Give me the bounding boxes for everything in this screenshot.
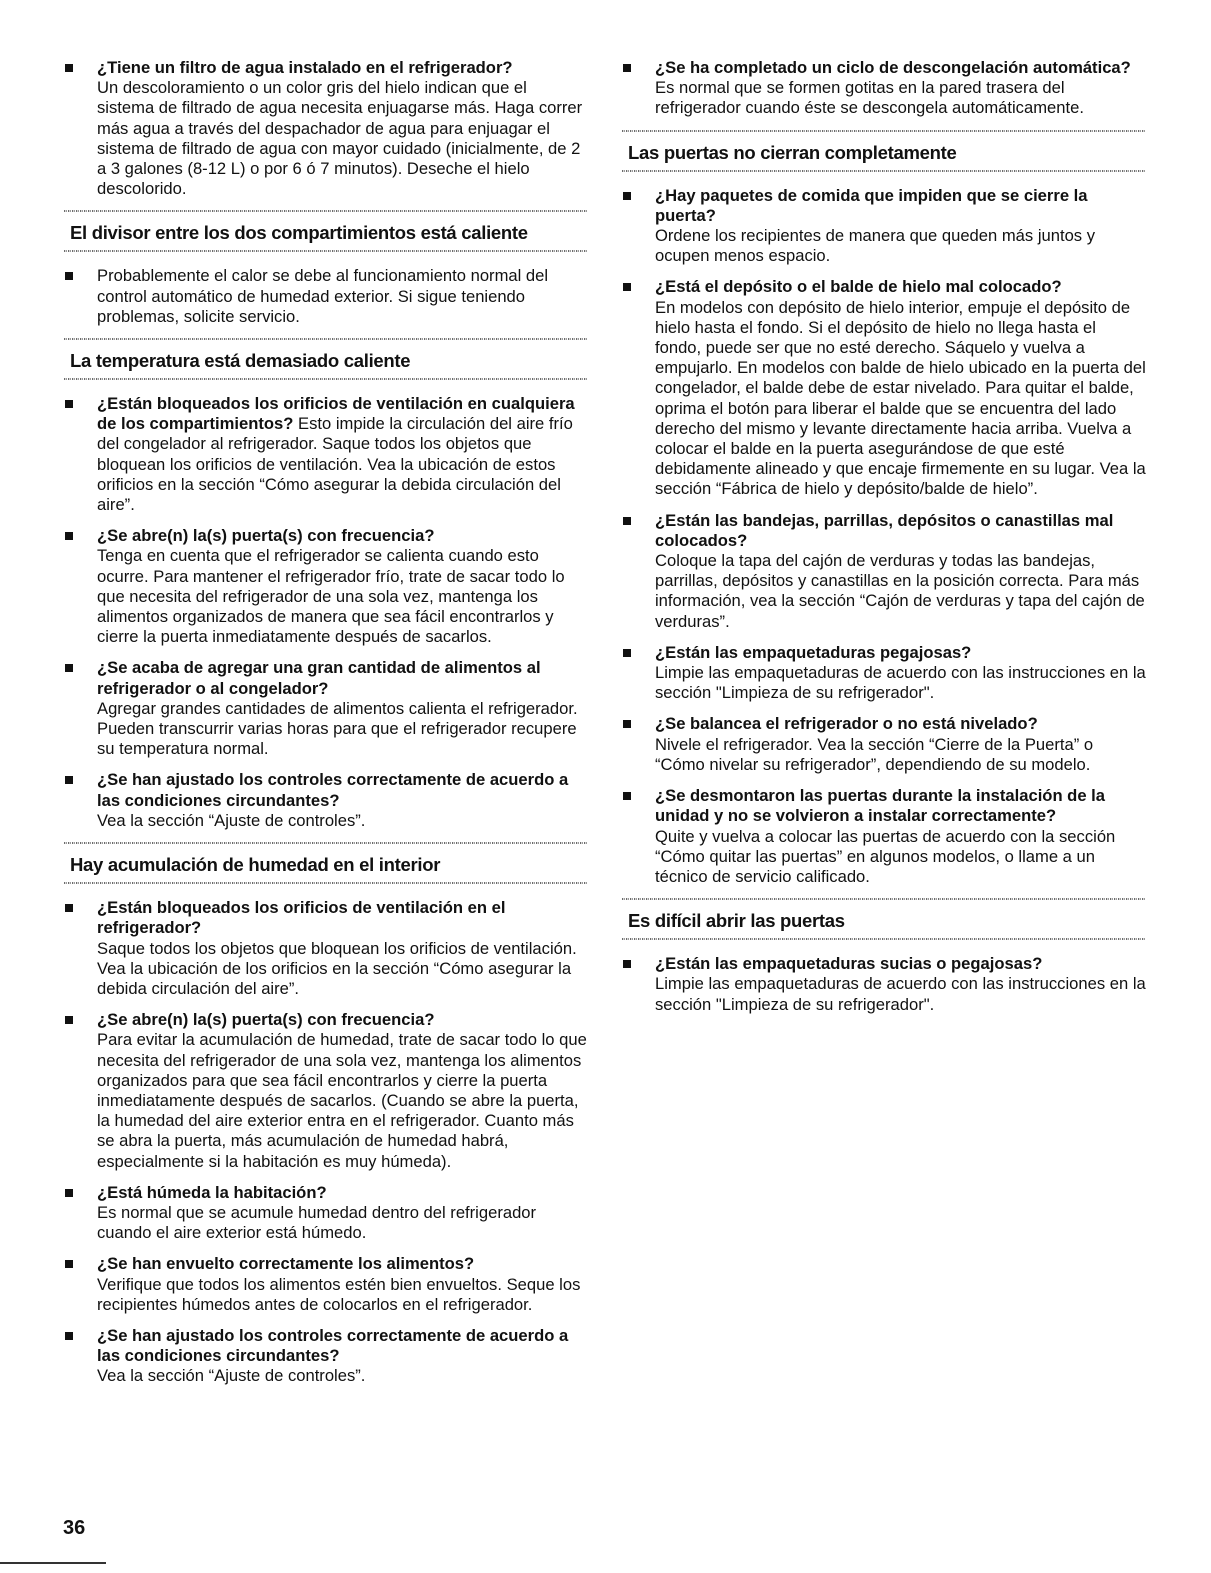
bullet-icon bbox=[65, 776, 73, 784]
answer: Verifique que todos los alimentos estén bien envueltos. Seque los recipientes húmedos antes de colocarlos en el refrigerador. bbox=[97, 1274, 581, 1314]
dotted-rule bbox=[64, 250, 588, 252]
question: ¿Se han ajustado los controles correctamente de acuerdo a las condiciones circundantes? bbox=[97, 1325, 569, 1366]
answer: Un descoloramiento o un color gris del hielo indican que el sistema de filtrado de agua necesita enjuagarse más. Haga correr más agua a través del despachador de agua para enjuagar el sistema de filtrado de agua con mayor cuidado (inicialmente, de 2 a 3 galones (8-12 L) o por 6 ó 7 minutos). Deseche el hielo descolorido. bbox=[97, 78, 583, 199]
question: ¿Están bloqueados los orificios de ventilación en el refrigerador? bbox=[97, 898, 506, 938]
answer: Para evitar la acumulación de humedad, trate de sacar todo lo que necesita del refrigerador de una sola vez, mantenga los alimentos organizados para que sea fácil encontrarlos y cierre la puerta inmediatamente después de sacarlos. (Cuando se abre la puerta, la humedad del aire exterior entra en el refrigerador. Cuanto más se abra la puerta, más acumulación de humedad habrá, especialmente si la habitación es muy húmeda). bbox=[97, 1030, 587, 1171]
answer: Vea la sección “Ajuste de controles”. bbox=[97, 810, 366, 830]
section-title: Hay acumulación de humedad en el interior bbox=[70, 854, 441, 876]
question: ¿Se abre(n) la(s) puerta(s) con frecuencia? bbox=[97, 1010, 435, 1030]
left-column bbox=[64, 58, 588, 1398]
dotted-rule bbox=[64, 338, 588, 340]
question: ¿Están las empaquetaduras sucias o pegajosas? bbox=[655, 954, 1043, 974]
dotted-rule bbox=[64, 842, 588, 844]
list-item bbox=[64, 1326, 588, 1387]
bullet-icon bbox=[65, 904, 73, 912]
bullet-icon bbox=[65, 1189, 73, 1197]
bullet-icon bbox=[623, 960, 631, 968]
dotted-rule bbox=[64, 378, 588, 380]
footer-rule bbox=[0, 1562, 106, 1564]
list-item bbox=[64, 266, 588, 327]
bullet-icon bbox=[623, 649, 631, 657]
list-item bbox=[622, 954, 1146, 1015]
list-item bbox=[64, 770, 588, 831]
list-item bbox=[622, 186, 1146, 267]
section-header bbox=[64, 338, 588, 380]
answer: Es normal que se acumule humedad dentro del refrigerador cuando el aire exterior está húmedo. bbox=[97, 1202, 537, 1243]
section-title: La temperatura está demasiado caliente bbox=[70, 350, 411, 372]
bullet-icon bbox=[623, 192, 631, 200]
bullet-icon bbox=[623, 720, 631, 728]
bullet-icon bbox=[623, 517, 631, 525]
list-item bbox=[64, 394, 588, 515]
list-item bbox=[64, 526, 588, 647]
answer: Esto impide la circulación del aire frío del congelador al refrigerador. Saque todos los objetos que bloquean los orificios de ventilación. Vea la ubicación de estos orificios en la sección “Cómo asegurar la debida circulación del aire”. bbox=[97, 414, 573, 515]
section-header bbox=[64, 842, 588, 884]
answer: En modelos con depósito de hielo interior, empuje el depósito de hielo hasta el fondo. Si el depósito de hielo no llega hasta el fondo, puede ser que no esté derecho. Sáquelo y vuelva a empujarlo. En modelos con balde de hielo ubicado en la puerta del congelador, el balde debe de estar nivelado. Para quitar el balde, oprima el botón para liberar el balde que se encuentra del lado derecho del mismo y levante directamente hacia arriba. Vuelva a colocar el balde en la puerta asegurándose de que esté debidamente alineado y que encaje firmemente en su lugar. Vea la sección “Fábrica de hielo y depósito/balde de hielo”. bbox=[655, 297, 1146, 499]
bullet-icon bbox=[65, 664, 73, 672]
dotted-rule bbox=[64, 882, 588, 884]
section-header bbox=[622, 130, 1146, 172]
question: ¿Tiene un filtro de agua instalado en el refrigerador? bbox=[97, 58, 513, 77]
answer: Tenga en cuenta que el refrigerador se calienta cuando esto ocurre. Para mantener el refrigerador frío, trate de sacar todo lo que necesita del refrigerador de una sola vez, mantenga los alimentos organizados de manera que sea fácil encontrarlos y cierre la puerta inmediatamente después de sacarlos. bbox=[97, 546, 565, 647]
question: ¿Se acaba de agregar una gran cantidad de alimentos al refrigerador o al congelador? bbox=[97, 658, 541, 698]
answer: Saque todos los objetos que bloquean los orificios de ventilación. Vea la ubicación de los orificios en la sección “Cómo asegurar la debida circulación del aire”. bbox=[97, 938, 577, 998]
question: ¿Están bloqueados los orificios de ventilación en cualquiera de los compartimientos? bbox=[97, 394, 575, 434]
list-item bbox=[622, 58, 1146, 119]
answer: Probablemente el calor se debe al funcionamiento normal del control automático de humedad exterior. Si sigue teniendo problemas, solicite servicio. bbox=[97, 266, 549, 326]
page-number: 36 bbox=[63, 1517, 86, 1539]
list-item bbox=[64, 1183, 588, 1244]
question: ¿Se han ajustado los controles correctamente de acuerdo a las condiciones circundantes? bbox=[97, 770, 569, 810]
section-header bbox=[622, 898, 1146, 940]
bullet-icon bbox=[65, 272, 73, 280]
dotted-rule bbox=[622, 130, 1146, 132]
answer: Limpie las empaquetaduras de acuerdo con las instrucciones en la sección "Limpieza de su refrigerador". bbox=[655, 974, 1146, 1014]
bullet-icon bbox=[623, 792, 631, 800]
intro-items bbox=[64, 58, 588, 199]
answer: Limpie las empaquetaduras de acuerdo con las instrucciones en la sección "Limpieza de su refrigerador". bbox=[655, 663, 1146, 703]
question: ¿Se balancea el refrigerador o no está nivelado? bbox=[655, 714, 1038, 734]
bullet-icon bbox=[65, 532, 73, 540]
bullet-icon bbox=[65, 64, 73, 72]
answer: Es normal que se formen gotitas en la pared trasera del refrigerador cuando éste se descongela automáticamente. bbox=[655, 78, 1084, 118]
section-title: Las puertas no cierran completamente bbox=[628, 141, 957, 163]
section-header bbox=[64, 210, 588, 252]
question: ¿Están las empaquetaduras pegajosas? bbox=[655, 642, 972, 662]
question: ¿Se ha completado un ciclo de descongelación automática? bbox=[655, 58, 1131, 77]
dotted-rule bbox=[622, 170, 1146, 172]
section-title: Es difícil abrir las puertas bbox=[628, 910, 845, 932]
question: ¿Se han envuelto correctamente los alimentos? bbox=[97, 1254, 475, 1274]
list-item bbox=[622, 786, 1146, 887]
answer: Agregar grandes cantidades de alimentos calienta el refrigerador. Pueden transcurrir varias horas para que el refrigerador recupere su temperatura normal. bbox=[97, 698, 578, 759]
answer: Coloque la tapa del cajón de verduras y todas las bandejas, parrillas, depósitos y canastillas en la posición correcta. Para más información, vea la sección “Cajón de verduras y tapa del cajón de verduras”. bbox=[655, 551, 1145, 631]
list-item bbox=[64, 658, 588, 759]
question: ¿Está húmeda la habitación? bbox=[97, 1182, 327, 1202]
bullet-icon bbox=[623, 64, 631, 72]
list-item bbox=[64, 58, 588, 199]
bullet-icon bbox=[65, 1332, 73, 1340]
list-item bbox=[64, 898, 588, 999]
question: ¿Se desmontaron las puertas durante la instalación de la unidad y no se volvieron a instalar correctamente? bbox=[655, 786, 1106, 826]
bullet-icon bbox=[65, 400, 73, 408]
list-item bbox=[622, 277, 1146, 499]
question: ¿Se abre(n) la(s) puerta(s) con frecuencia? bbox=[97, 526, 435, 546]
section-title: El divisor entre los dos compartimientos está caliente bbox=[70, 222, 528, 244]
answer: Ordene los recipientes de manera que queden más juntos y ocupen menos espacio. bbox=[655, 226, 1096, 266]
answer: Quite y vuelva a colocar las puertas de acuerdo con la sección “Cómo quitar las puertas” en algunos modelos, o llame a un técnico de servicio calificado. bbox=[655, 826, 1116, 886]
question: ¿Hay paquetes de comida que impiden que se cierre la puerta? bbox=[655, 185, 1088, 225]
question: ¿Están las bandejas, parrillas, depósitos o canastillas mal colocados? bbox=[655, 510, 1114, 550]
list-item bbox=[64, 1254, 588, 1315]
bullet-icon bbox=[65, 1260, 73, 1268]
dotted-rule bbox=[622, 938, 1146, 940]
answer: Vea la sección “Ajuste de controles”. bbox=[97, 1366, 366, 1386]
answer: Nivele el refrigerador. Vea la sección “Cierre de la Puerta” o “Cómo nivelar su refrigerador”, dependiendo de su modelo. bbox=[655, 734, 1094, 774]
list-item bbox=[622, 714, 1146, 775]
dotted-rule bbox=[622, 898, 1146, 900]
list-item bbox=[622, 511, 1146, 632]
list-item bbox=[64, 1010, 588, 1172]
dotted-rule bbox=[64, 210, 588, 212]
right-column bbox=[622, 58, 1146, 1026]
question: ¿Está el depósito o el balde de hielo mal colocado? bbox=[655, 277, 1062, 297]
list-item bbox=[622, 643, 1146, 704]
bullet-icon bbox=[65, 1016, 73, 1024]
bullet-icon bbox=[623, 283, 631, 291]
